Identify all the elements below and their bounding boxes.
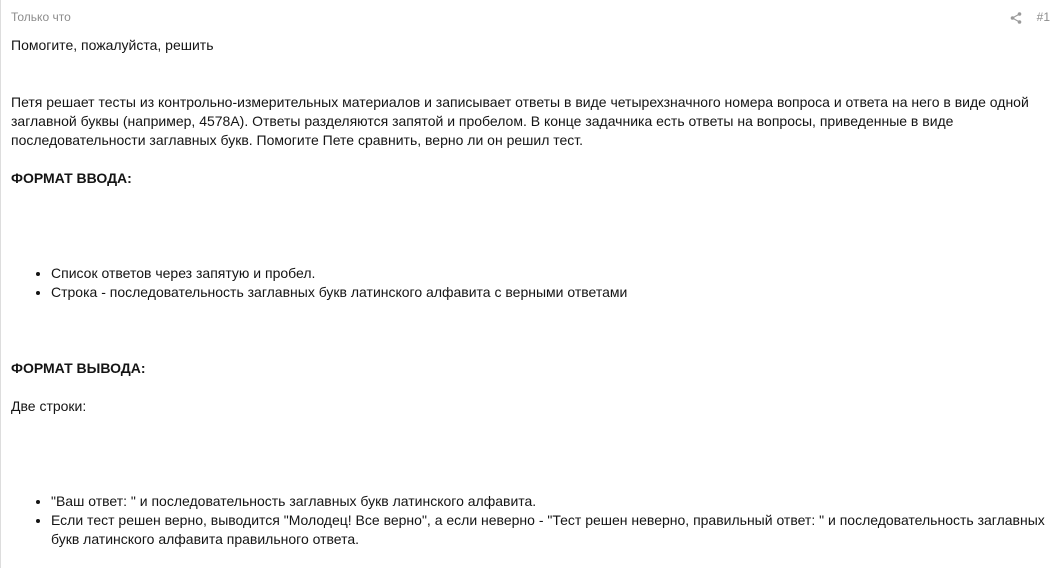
list-item: • Список ответов через запятую и пробел. [51, 264, 1046, 283]
list-item: • Строка - последовательность заглавных букв латинского алфавита с верными ответами [51, 283, 1046, 302]
list-item: • Если тест решен верно, выводится "Молодец! Все верно", а если неверно - "Тест решен неверно, правильный ответ: " и последовательность заглавных букв латинского алфавита правильного ответа. [51, 511, 1046, 549]
share-icon[interactable] [1009, 11, 1023, 25]
output-format-intro: Две строки: [11, 398, 87, 414]
post-number[interactable]: #1 [1036, 10, 1050, 24]
post-timestamp[interactable]: Только что [11, 10, 71, 24]
output-format-heading: ФОРМАТ ВЫВОДА: [11, 360, 146, 376]
list-item: • "Ваш ответ: " и последовательность заглавных букв латинского алфавита. [51, 492, 1046, 511]
post-body [11, 36, 1060, 549]
problem-description: Петя решает тесты из контрольно-измерительных материалов и записывает ответы в виде четырехзначного номера вопроса и ответа на него в виде одной заглавной буквы (например, 4578A). Ответы разделяются запятой и пробелом. В конце задачника есть ответы на вопросы, приведенные в виде последовательности заглавных букв. Помогите Пете сравнить, верно ли он решил тест. [11, 94, 1029, 148]
input-format-list [11, 264, 1046, 302]
input-format-heading: ФОРМАТ ВВОДА: [11, 170, 132, 186]
post-header [11, 0, 1060, 36]
output-format-list [11, 492, 1046, 549]
share-icon-graphic [1009, 11, 1023, 25]
post-greeting: Помогите, пожалуйста, решить [11, 37, 214, 53]
